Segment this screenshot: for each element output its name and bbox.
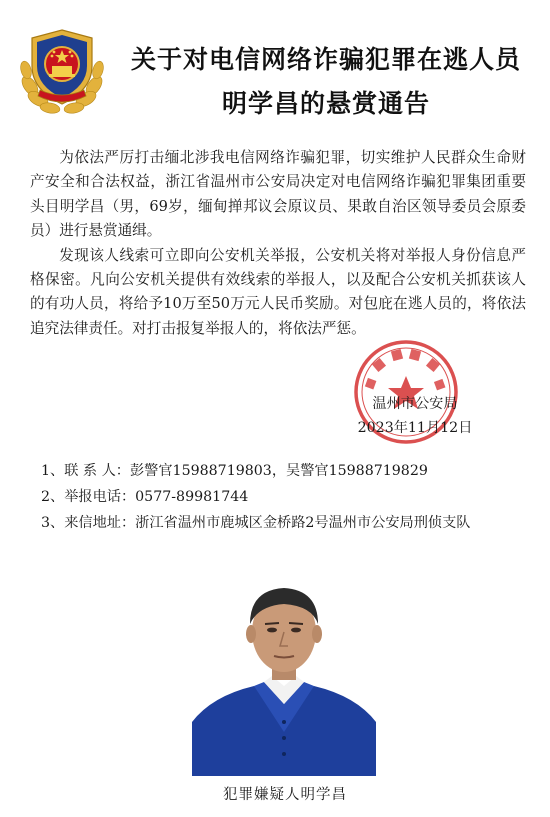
list-item: 1、联 系 人：彭警官15988719803，吴警官15988719829 bbox=[30, 458, 530, 484]
title-line-1: 关于对电信网络诈骗犯罪在逃人员 bbox=[130, 45, 521, 74]
body-paragraph-2: 发现该人线索可立即向公安机关举报，公安机关将对举报人身份信息严格保密。凡向公安机关提供有效线索的举报人，以及配合公安机关抓获该人的有功人员，将给予10万至50万元人民币奖励。对包庇在逃人员的，将依法追究法律责任。对打击报复举报人的，将依法严惩。 bbox=[30, 246, 526, 337]
list-item: 2、举报电话：0577-89981744 bbox=[30, 484, 530, 510]
item-index: 2 bbox=[40, 489, 50, 505]
suspect-photo bbox=[192, 572, 376, 776]
police-emblem-icon bbox=[14, 26, 110, 118]
item-index: 1 bbox=[40, 463, 50, 479]
issue-date: 2023年11月12日 bbox=[357, 420, 473, 436]
contact-value: 彭警官15988719803，吴警官15988719829 bbox=[129, 463, 428, 479]
title-line-2: 明学昌的悬赏通告 bbox=[221, 89, 430, 118]
address-value: 浙江省温州市鹿城区金桥路2号温州市公安局刑侦支队 bbox=[135, 515, 471, 531]
notice-title bbox=[116, 38, 536, 126]
photo-caption: 犯罪嫌疑人明学昌 bbox=[223, 787, 347, 803]
notice-body bbox=[30, 146, 526, 341]
issuer-name: 温州市公安局 bbox=[372, 396, 458, 412]
hotline-label: 举报电话： bbox=[64, 489, 136, 505]
signature-block bbox=[330, 392, 500, 440]
address-label: 来信地址： bbox=[64, 515, 136, 531]
hotline-value: 0577-89981744 bbox=[135, 489, 249, 505]
list-item: 3、来信地址：浙江省温州市鹿城区金桥路2号温州市公安局刑侦支队 bbox=[30, 510, 530, 536]
contact-label: 联 系 人： bbox=[64, 463, 130, 479]
item-index: 3 bbox=[40, 515, 50, 531]
body-paragraph-1: 为依法严厉打击缅北涉我电信网络诈骗犯罪，切实维护人民群众生命财产安全和合法权益，浙江省温州市公安局决定对电信网络诈骗犯罪集团重要头目明学昌（男，69岁，缅甸掸邦议会原议员、果敢自治区领导委员会原委员）进行悬赏通缉。 bbox=[30, 149, 526, 240]
contact-list bbox=[30, 458, 530, 536]
